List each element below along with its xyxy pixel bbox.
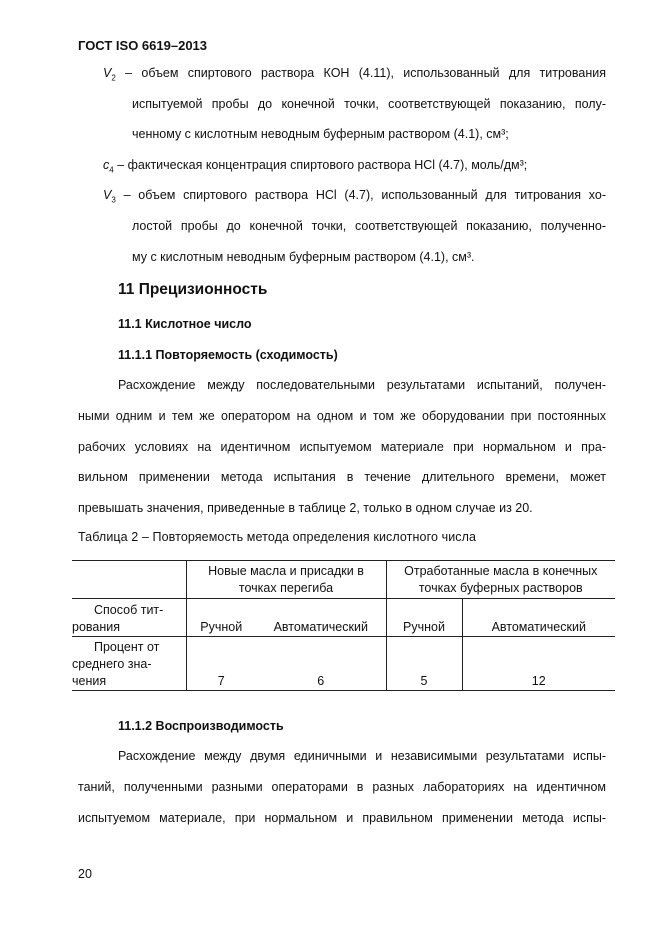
table-row-label-value: Процент от среднего зна- чения: [72, 637, 186, 691]
paragraph-line: вильном применении метода испытания в течение длительного времени, может: [78, 470, 606, 484]
table-row: [72, 561, 615, 599]
definition-v3-line-2: лостой пробы до конечной точки, соответствующей показанию, полученно-: [132, 219, 606, 233]
paragraph-line: превышать значения, приведенные в таблице 2, только в одном случае из 20.: [78, 501, 533, 515]
paragraph-line: Расхождение между последовательными результатами испытаний, получен-: [118, 378, 606, 392]
definition-c4-line-1: $c_4$ – фактическая концентрация спиртового раствора HCl (4.7), моль/дм³;: [103, 158, 528, 175]
table-header-cell: Ручной: [386, 599, 462, 637]
definition-v2-line-2: испытуемой пробы до конечной точки, соответствующей показанию, полу-: [132, 97, 606, 111]
page-number: 20: [78, 867, 92, 881]
paragraph-line: ными одним и тем же оператором на одном и том же оборудовании при постоянных: [78, 409, 606, 423]
variable-symbol: $V_3$: [103, 188, 116, 205]
definition-v3-line-3: му с кислотным неводным буферным раствором (4.1), см³.: [132, 250, 475, 264]
variable-symbol: $c_4$: [103, 158, 114, 175]
table-row-label-method: Способ тит- рования: [72, 599, 186, 637]
table-value-cell: 12: [462, 637, 615, 691]
paragraph-line: таний, полученными разными операторами в разных лабораториях на идентичном: [78, 780, 606, 794]
subsection-title-acid-number: 11.1 Кислотное число: [118, 317, 252, 331]
table-row: [72, 637, 615, 691]
subsection-title-reproducibility: 11.1.2 Воспроизводимость: [118, 719, 284, 733]
definition-v2-line-1: $V_2$ – объем спиртового раствора КОН (4.11), использованный для титрования: [103, 66, 606, 83]
section-title: 11 Прецизионность: [118, 281, 268, 298]
definition-v3-line-1: $V_3$ – объем спиртового раствора HCl (4.7), использованный для титрования хо-: [103, 188, 606, 205]
table-header-cell: Автоматический: [462, 599, 615, 637]
table-group-header-new-oils: Новые масла и присадки в точках перегиба: [186, 561, 386, 599]
table-caption: Таблица 2 – Повторяемость метода определения кислотного числа: [78, 530, 477, 544]
table-group-header-used-oils: Отработанные масла в конечных точках буферных растворов: [386, 561, 615, 599]
table-value-cell: 5: [386, 637, 462, 691]
definition-v2-line-3: ченному с кислотным неводным буферным раствором (4.1), см³;: [132, 127, 509, 141]
document-code: ГОСТ ISO 6619–2013: [78, 38, 208, 53]
subsection-title-repeatability: 11.1.1 Повторяемость (сходимость): [118, 348, 338, 362]
variable-symbol: $V_2$: [103, 66, 116, 83]
table-header-cell: Ручной: [186, 599, 256, 637]
table-header-cell: Автоматический: [256, 599, 386, 637]
paragraph-line: рабочих условиях на идентичном испытуемом материале при нормальном и пра-: [78, 440, 606, 454]
table-row: [72, 599, 615, 637]
paragraph-line: испытуемом материале, при нормальном и правильном применении метода испы-: [78, 811, 606, 825]
table-value-cell: 6: [256, 637, 386, 691]
repeatability-table: [72, 560, 615, 691]
table-cell-empty: [72, 561, 186, 599]
table-value-cell: 7: [186, 637, 256, 691]
paragraph-line: Расхождение между двумя единичными и независимыми результатами испы-: [118, 749, 606, 763]
